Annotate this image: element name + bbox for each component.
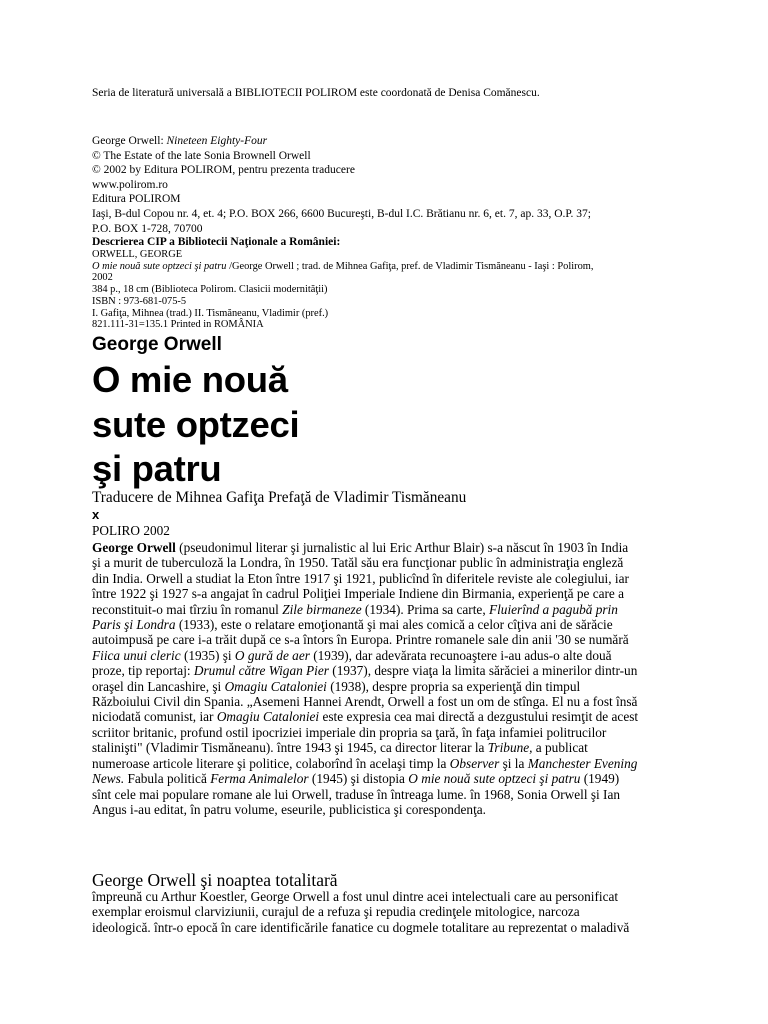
bio-line [92,802,684,817]
bio-text: (1937), despre viaţa la limita sărăciei a minerilor dintr-un [328,663,638,679]
bio-line [92,756,684,771]
bio-text: George Orwell [92,540,176,555]
bio-line [92,632,684,647]
essay-text [92,889,684,935]
bio-text: News. [92,771,125,787]
cip-line: 384 p., 18 cm (Biblioteca Polirom. Clasicii modernităţii) [92,284,328,296]
bio-text: oraşel din Lancashire, şi [92,678,225,694]
copyright-line: © The Estate of the late Sonia Brownell Orwell [92,149,311,162]
bio-text: Fluierînd a pagubă prin [488,601,618,617]
bio-line [92,663,684,678]
translator-line: Traducere de Mihnea Gafiţa Prefaţă de Vladimir Tismăneanu [92,489,467,506]
bio-line [92,648,684,663]
bio-text: şi la [499,755,528,771]
essay-line: împreună cu Arthur Koestler, George Orwell a fost unul dintre acei intelectuali care au personificat [92,889,619,904]
section-heading: George Orwell şi noaptea totalitară [92,870,338,890]
bio-text: Tribune, [487,740,533,756]
bio-text: (1934). Prima sa carte, [361,601,489,617]
cip-author: ORWELL, GEORGE [92,249,183,260]
bio-text: autoimpusă pe care i-a trăit după ce s-a întors în Europa. Printre romanele sale din anii '30 se numără [92,632,629,648]
original-title: Nineteen Eighty-Four [166,135,268,147]
cip-title: O mie nouă sute optzeci şi patru [92,260,227,272]
bio-text: Angus i-au editat, în patru volume, eseurile, publicistica şi corespondenţa. [92,801,486,817]
series-note: Seria de literatură universală a BIBLIOTECII POLIROM este coordonată de Denisa Comănescu. [92,87,540,99]
cip-title-line [92,261,692,273]
bio-line [92,540,684,555]
bio-line [92,571,684,586]
bio-text: Drumul către Wigan Pier [193,663,329,679]
cip-line: 2002 [92,272,113,284]
x-mark: x [92,507,100,522]
bio-text: a publicat [532,740,588,756]
bio-text: Fabula politică [124,771,211,787]
bio-text: din India. Orwell a studiat la Eton între 1917 şi 1921, publicînd în diferitele reviste ale colegiului, iar [92,570,629,586]
publisher-line: POLIRO 2002 [92,523,170,538]
bio-line [92,771,684,786]
bio-text: sînt cele mai populare romane ale lui Orwell, traduse în întreaga lume. în 1968, Sonia Orwell şi Ian [92,786,621,802]
cip-line: 821.111-31=135.1 Printed in ROMÂNIA [92,319,264,331]
bio-text: stalinişti" (Vladimir Tismăneanu). între 1943 şi 1945, ca director literar la [92,740,488,756]
bio-text: (1949) [580,771,620,787]
cip-title-rest: /George Orwell ; trad. de Mihnea Gafiţa, pref. de Vladimir Tismăneanu - Iaşi : Polirom, [226,260,594,272]
bio-line [92,602,684,617]
website-line: www.polirom.ro [92,178,168,191]
cip-heading: Descrierea CIP a Bibliotecii Naţionale a României: [92,236,341,248]
essay-line: ideologică. într-o epocă în care identificările fanatice cu dogmele totalitare au reprezentat o maladivă [92,919,630,935]
bio-text: numeroase articole literare şi politice, colaborînd în acelaşi timp la [92,755,450,771]
address-line: Iaşi, B-dul Copou nr. 4, et. 4; P.O. BOX 266, 6600 Bucureşti, B-dul I.C. Brătianu nr. 6, et. 7, ap. 33, O.P. 37; [92,207,591,220]
bio-line [92,787,684,802]
bio-line [92,725,684,740]
book-author: George Orwell [92,334,222,355]
bio-line [92,679,684,694]
bio-text: O mie nouă sute optzeci şi patru [408,771,581,787]
cip-isbn: ISBN : 973-681-075-5 [92,295,187,307]
bio-text: reconstituit-o mai tîrziu în romanul [92,601,283,617]
book-title-line: şi patru [92,448,222,489]
bio-text: Ferma Animalelor [210,771,309,787]
book-title-line: sute optzeci [92,403,300,445]
bio-text: O gură de aer [234,647,310,663]
bio-text: scriitor britanic, profund ostil ipocriziei imperiale din propria sa ţară, în faţa infamiei politrucilor [92,724,607,740]
book-title [92,358,299,492]
bio-line [92,709,684,724]
bio-text: (1939), dar adevărata recunoaştere i-au adus-o alte două [309,647,612,663]
bio-text: între 1922 şi 1927 s-a angajat în cadrul Poliţiei Imperiale Indiene din Birmania, experienţă pe care a [92,586,625,602]
bio-line [92,694,684,709]
essay-line: exemplar eroismul clarviziunii, curajul de a refuza şi repudia credinţele mitologice, narcoza [92,904,580,920]
bio-text: Manchester Evening [527,755,638,771]
copyright-block [92,134,692,236]
book-title-line: O mie nouă [92,359,288,400]
cip-line: I. Gafiţa, Mihnea (trad.) II. Tismăneanu, Vladimir (pref.) [92,307,329,319]
bio-text: Observer [449,755,500,771]
address-line: P.O. BOX 1-728, 70700 [92,222,203,235]
bio-text: este expresia cea mai directă a dezgustului resimţit de acest [319,709,639,725]
cip-block [92,236,692,331]
bio-text: niciodată comunist, iar [92,709,217,725]
bio-text: Paris şi Londra [92,617,176,633]
bio-text: Omagiu Cataloniei [216,709,320,725]
bio-text: şi a murit de tuberculoză la Londra, în 1950. Tatăl său era funcţionar public în administraţia engleză [92,555,624,571]
bio-line [92,586,684,601]
publisher-name-line: Editura POLIROM [92,193,181,206]
bio-text: (1935) şi [180,647,235,663]
bio-text: proze, tip reportaj: [92,663,194,679]
author-biography [92,540,684,817]
bio-text: (1945) şi distopia [308,771,409,787]
bio-line [92,555,684,570]
copyright-line: © 2002 by Editura POLIROM, pentru prezenta traducere [92,164,355,177]
bio-text: Omagiu Cataloniei [224,678,327,694]
bio-text: Războiului Civil din Spania. „Asemeni Hannei Arendt, Orwell a fost un om de stînga. El nu a fost însă [92,694,638,710]
bio-line [92,617,684,632]
original-title-prefix: George Orwell: [92,135,167,147]
original-title-line [92,134,692,149]
bio-text: (pseudonimul literar şi jurnalistic al lui Eric Arthur Blair) s-a născut în 1903 în India [175,540,629,555]
bio-text: (1938), despre propria sa experienţă din timpul [326,678,581,694]
bio-text: Fiica unui cleric [92,647,181,663]
bio-text: Zile birmaneze [282,601,362,617]
bio-line [92,740,684,755]
bio-text: (1933), este o relatare emoţionantă şi mai ales comică a celor cîţiva ani de sărăcie [175,617,613,633]
